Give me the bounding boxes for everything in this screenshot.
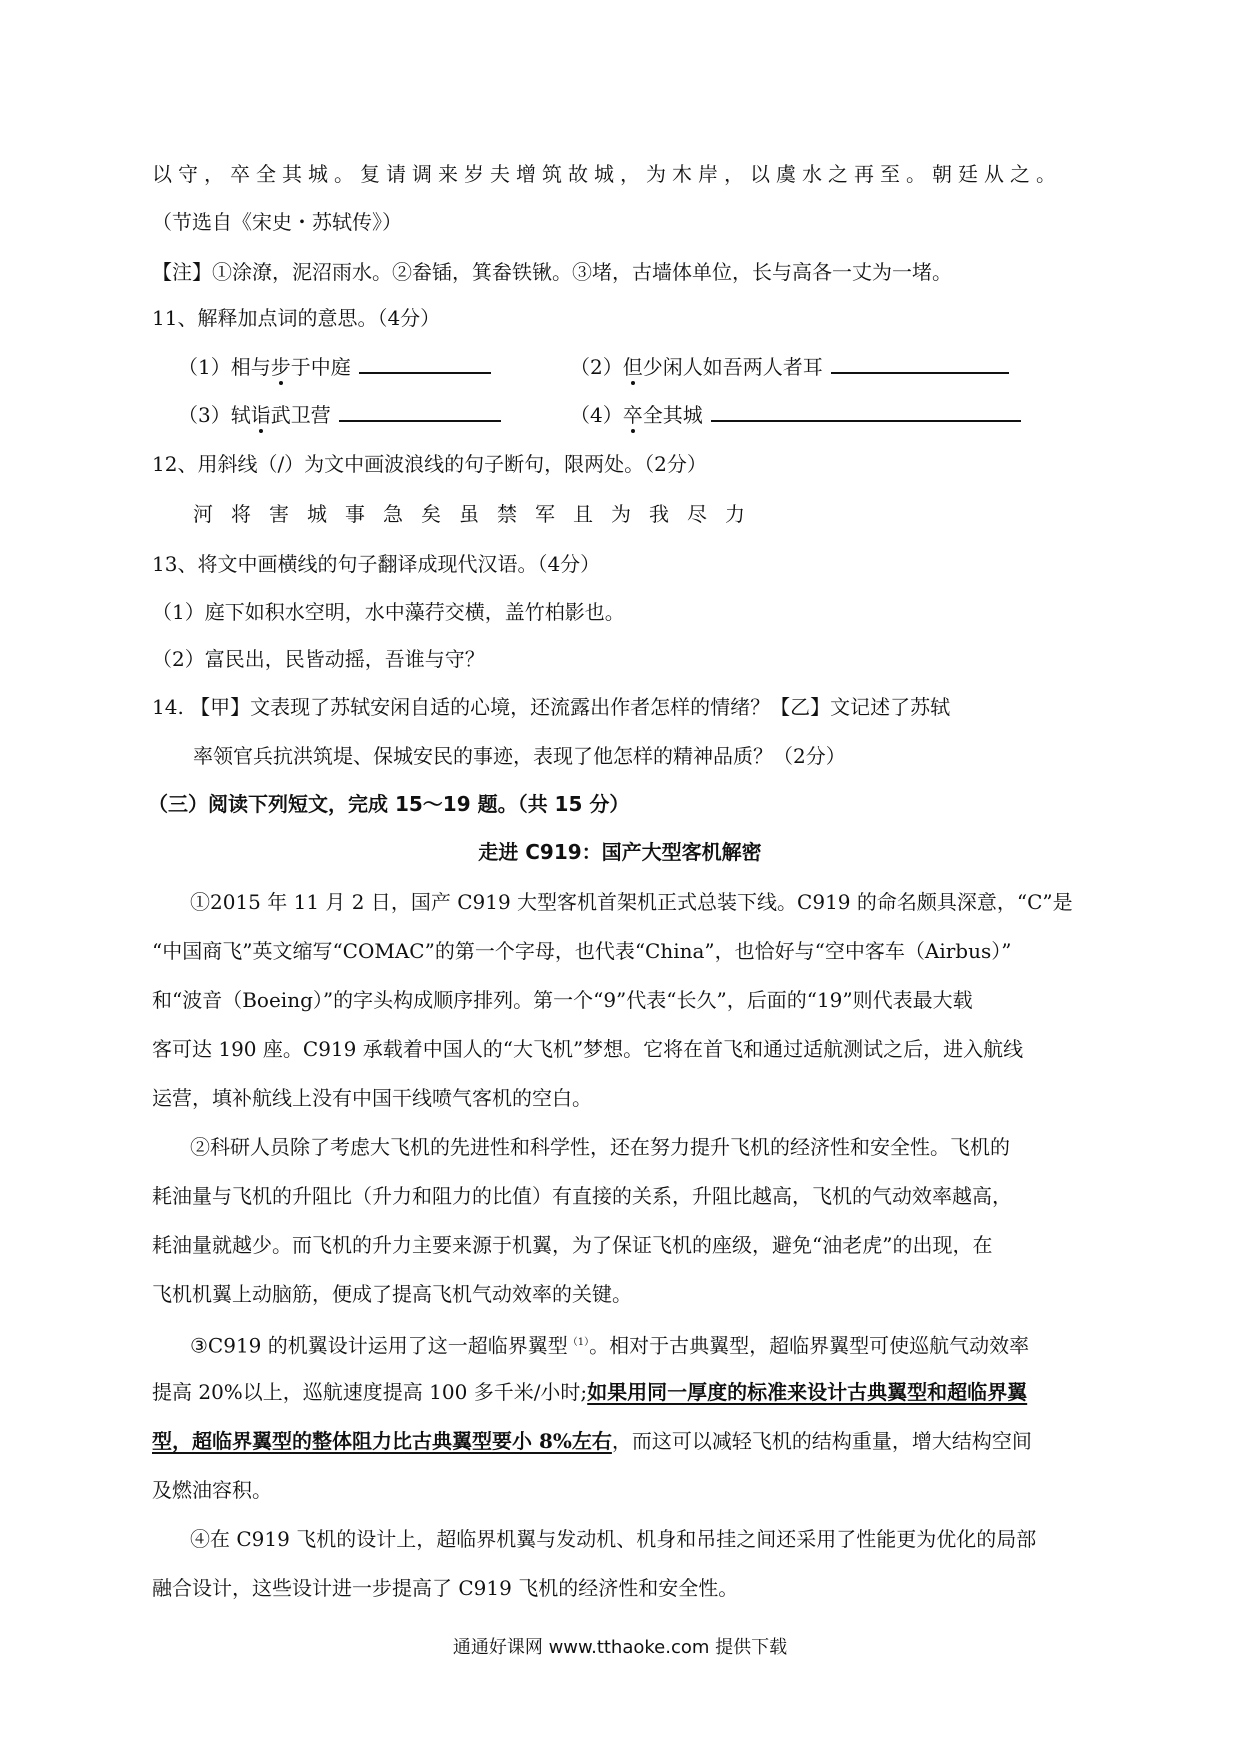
- para3-text: ③C919 的机翼设计运用了这一超临界翼型: [190, 1333, 568, 1358]
- underlined-sentence: 如果用同一厚度的标准来设计古典翼型和超临界翼: [587, 1380, 1028, 1404]
- passage-note: 【注】①涂潦，泥沼雨水。②畚锸，箕畚铁锹。③堵，古墙体单位，长与高各一丈为一堵。: [152, 260, 952, 284]
- para2-line: 耗油量与飞机的升阻比（升力和阻力的比值）有直接的关系，升阻比越高，飞机的气动效率越高，: [152, 1184, 1012, 1208]
- q11-item-num: （3）: [178, 403, 231, 427]
- q11-item-num: （4）: [570, 403, 623, 427]
- para4-line: ④在 C919 飞机的设计上，超临界机翼与发动机、机身和吊挂之间还采用了性能更为优化的局部: [190, 1527, 1037, 1551]
- passage-source: （节选自《宋史・苏轼传》）: [152, 210, 402, 234]
- answer-blank[interactable]: [831, 350, 1009, 374]
- answer-blank[interactable]: [359, 350, 491, 374]
- passage-line: 以守，卒全其城。复请调来岁夫增筑故城，为木岸，以虞水之再至。朝廷从之。: [152, 162, 1062, 186]
- para2-line: 耗油量就越少。而飞机的升力主要来源于机翼，为了保证飞机的座级，避免“油老虎”的出现，在: [152, 1233, 993, 1257]
- para4-line: 融合设计，这些设计进一步提高了 C919 飞机的经济性和安全性。: [152, 1576, 739, 1600]
- para3-line-3: [152, 1427, 1100, 1455]
- para3-text: ，而这可以减轻飞机的结构重量，增大结构空间: [611, 1429, 1032, 1453]
- question-13-stem: 13、将文中画横线的句子翻译成现代汉语。（4分）: [152, 552, 601, 576]
- q11-item-2: [570, 350, 1009, 381]
- para1-line: ①2015 年 11 月 2 日，国产 C919 大型客机首架机正式总装下线。C919 的命名颇具深意，“C”是: [190, 890, 1073, 914]
- footnote-marker: （1）: [567, 1337, 590, 1348]
- para1-line: 客可达 190 座。C919 承载着中国人的“大飞机”梦想。它将在首飞和通过适航测试之后，进入航线: [152, 1037, 1024, 1061]
- section-heading: （三）阅读下列短文，完成 15～19 题。（共 15 分）: [148, 792, 630, 816]
- q11-item-text: 于中庭: [290, 355, 351, 379]
- para1-line: “中国商飞”英文缩写“COMAC”的第一个字母，也代表“China”，也恰好与“空中客车（Airbus）”: [152, 939, 1012, 963]
- q11-item-text: 轼: [230, 403, 251, 427]
- para3-text: 提高 20%以上，巡航速度提高 100 多千米/小时;: [152, 1380, 588, 1404]
- underlined-sentence: 型，超临界翼型的整体阻力比古典翼型要小 8%左右: [152, 1429, 612, 1453]
- q11-dotted-word: 卒: [622, 403, 643, 427]
- para1-line: 运营，填补航线上没有中国干线喷气客机的空白。: [152, 1086, 592, 1110]
- q13-sentence-2: （2）富民出，民皆动摇，吾谁与守？: [152, 647, 485, 671]
- q11-item-text: 武卫营: [270, 403, 331, 427]
- para3-line-2: [152, 1378, 1100, 1406]
- q11-dotted-word: 但: [622, 355, 643, 379]
- answer-blank[interactable]: [711, 398, 1021, 422]
- q11-item-num: （1）: [178, 355, 231, 379]
- q11-item-text: 相与: [230, 355, 271, 379]
- para2-line: 飞机机翼上动脑筋，便成了提高飞机气动效率的关键。: [152, 1282, 632, 1306]
- para3-text: 。相对于古典翼型，超临界翼型可使巡航气动效率: [589, 1333, 1030, 1358]
- para3-line-4: 及燃油容积。: [152, 1478, 272, 1502]
- question-11-stem: 11、解释加点词的意思。（4分）: [152, 306, 441, 330]
- q12-sentence: 河将害城事急矣虽禁军且为我尽力: [193, 502, 763, 526]
- q11-dotted-word: 步: [270, 355, 291, 379]
- q11-item-num: （2）: [570, 355, 623, 379]
- page-footer: 通通好课网 www.tthaoke.com 提供下载: [452, 1637, 788, 1658]
- answer-blank[interactable]: [339, 398, 501, 422]
- para3-line-1: [190, 1329, 1100, 1360]
- para2-line: ②科研人员除了考虑大飞机的先进性和科学性，还在努力提升飞机的经济性和安全性。飞机的: [190, 1135, 1010, 1159]
- para1-line: 和“波音（Boeing）”的字头构成顺序排列。第一个“9”代表“长久”，后面的“19”则代表最大载: [152, 988, 973, 1012]
- question-12-stem: 12、用斜线（/）为文中画波浪线的句子断句，限两处。（2分）: [152, 452, 707, 476]
- q11-item-text: 全其城: [642, 403, 703, 427]
- question-14-line-1: 14. 【甲】文表现了苏轼安闲自适的心境，还流露出作者怎样的情绪？【乙】文记述了苏轼: [152, 695, 951, 719]
- q11-item-4: [570, 398, 1021, 429]
- q11-item-text: 少闲人如吾两人者耳: [642, 355, 823, 379]
- q11-dotted-word: 诣: [250, 403, 271, 427]
- q13-sentence-1: （1）庭下如积水空明，水中藻荇交横，盖竹柏影也。: [152, 600, 625, 624]
- article-title: 走进 C919：国产大型客机解密: [478, 840, 762, 864]
- q11-item-1: [178, 350, 491, 381]
- question-14-line-2: 率领官兵抗洪筑堤、保城安民的事迹，表现了他怎样的精神品质？（2分）: [193, 744, 846, 768]
- q11-item-3: [178, 398, 501, 429]
